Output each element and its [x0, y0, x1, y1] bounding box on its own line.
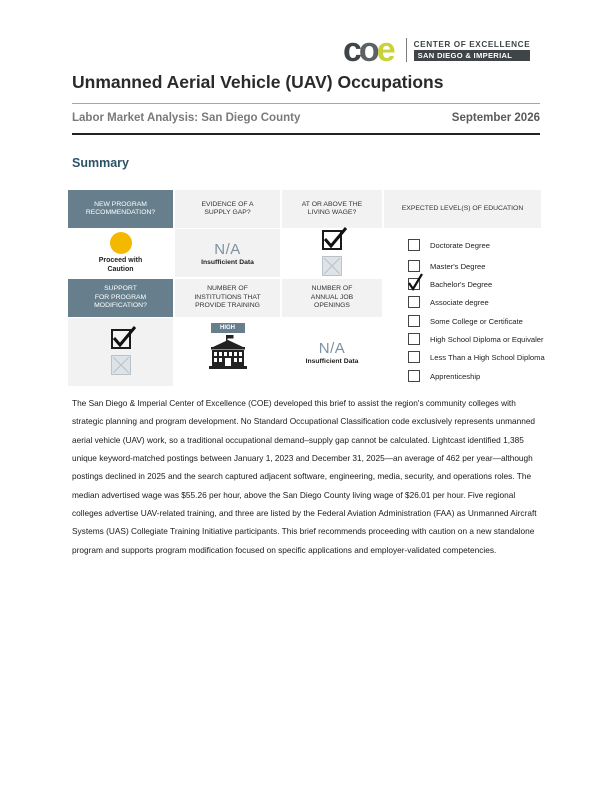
- header-rule-bottom: [72, 133, 540, 135]
- education-label: Associate degree: [430, 297, 489, 307]
- annual-openings-value: [282, 318, 382, 386]
- program-modification-value: [68, 318, 173, 386]
- checkmark-icon: [407, 273, 423, 291]
- logo-letter-c: c: [343, 31, 359, 69]
- supply-gap-header-line1: EVIDENCE OF A: [201, 200, 254, 208]
- modification-yes-checkbox: [111, 329, 131, 349]
- annual-openings-na: N/A: [318, 339, 346, 357]
- new-program-value: [68, 229, 173, 277]
- summary-paragraph: The San Diego & Imperial Center of Excellence (COE) developed this brief to assist the region's community colleges with strategic planning and program development. No Standard Occupational Classification code exclusively represents unmanned aerial vehicle (UAV) work, so a traditional occupational demand–supply gap cannot be calculated. Lightcast identified 1,385 unique keyword-matched postings between January 1, 2023 and December 31, 2025—an average of 462 per year—although postings declined in 2025 and the search captured adjacent software, engineering, media, security, and operations roles. The median advertised wage was $55.26 per hour, above the San Diego County living wage of $26.01 per hour. Five regional colleges advertise UAV-related training, and three are listed by the Federal Aviation Administration (FAA) as Unmanned Aircraft Systems (UAS) Collegiate Training Initiative participants. This brief recommends proceeding with caution on a new standalone program and supports program modification focused on specific applications and employer-validated competencies.: [72, 398, 537, 555]
- institutions-level-badge: HIGH: [211, 323, 245, 333]
- logo-line-1: CENTER OF EXCELLENCE: [413, 40, 531, 49]
- program-modification-header: [68, 279, 173, 317]
- new-program-header-line1: NEW PROGRAM: [94, 200, 147, 208]
- education-checkbox-checked: [408, 278, 420, 290]
- education-item-less-than-high-school: [408, 350, 545, 364]
- logo-text: [414, 39, 531, 61]
- education-header-text: EXPECTED LEVEL(S) OF EDUCATION: [401, 204, 524, 212]
- logo-line-2: SAN DIEGO & IMPERIAL: [414, 50, 531, 61]
- institutions-header-line3: PROVIDE TRAINING: [195, 302, 260, 310]
- logo-divider: [406, 38, 407, 62]
- education-label: Some College or Certificate: [430, 316, 523, 326]
- education-label: Apprenticeship: [430, 371, 481, 381]
- institutions-header-line2: INSTITUTIONS THAT: [194, 293, 261, 301]
- supply-gap-value: [175, 229, 280, 277]
- living-wage-yes-checkbox: [322, 230, 342, 250]
- program-modification-header-line1: SUPPORT: [104, 285, 137, 293]
- supply-gap-header: [175, 190, 280, 228]
- checkmark-icon: [322, 226, 348, 250]
- education-item-masters: [408, 259, 485, 273]
- education-label: Bachelor's Degree: [430, 279, 493, 289]
- logo-letter-o: o: [358, 31, 377, 69]
- education-checkbox: [408, 239, 420, 251]
- education-label: Less Than a High School Diploma: [430, 352, 545, 362]
- institutions-value: [175, 318, 280, 386]
- education-checkbox: [408, 370, 420, 382]
- checkmark-icon: [111, 325, 137, 349]
- education-label: High School Diploma or Equivaler: [430, 334, 544, 344]
- education-checkbox: [408, 333, 420, 345]
- education-item-associate: [408, 295, 489, 309]
- page-title: Unmanned Aerial Vehicle (UAV) Occupations: [72, 72, 444, 92]
- supply-gap-header-line2: SUPPLY GAP?: [204, 209, 251, 216]
- report-date: September 2026: [451, 112, 540, 124]
- education-checkbox: [408, 260, 420, 272]
- building-icon: [207, 335, 249, 369]
- education-item-apprenticeship: [408, 369, 480, 383]
- logo-letter-e: e: [376, 31, 396, 69]
- caution-dot-icon: [110, 232, 132, 254]
- program-modification-header-line3: MODIFICATION?: [94, 302, 147, 310]
- new-program-header: [68, 190, 173, 228]
- education-checkbox: [408, 351, 420, 363]
- education-checkbox: [408, 315, 420, 327]
- coe-logo: [343, 31, 531, 69]
- education-item-high-school: [408, 332, 544, 346]
- living-wage-header-line1: AT OR ABOVE THE: [301, 200, 363, 208]
- education-label: Doctorate Degree: [430, 240, 490, 250]
- report-subtitle: Labor Market Analysis: San Diego County: [72, 112, 301, 124]
- annual-openings-header-line2: ANNUAL JOB: [310, 293, 354, 301]
- education-label: Master's Degree: [430, 261, 486, 271]
- living-wage-header: [282, 190, 382, 228]
- education-item-some-college: [408, 314, 523, 328]
- living-wage-header-line2: LIVING WAGE?: [307, 209, 357, 216]
- header-rule-top: [72, 103, 540, 104]
- annual-openings-header: [282, 279, 382, 317]
- supply-gap-na: N/A: [214, 240, 241, 258]
- recommendation-line1: Proceed with: [98, 257, 143, 264]
- program-modification-header-line2: FOR PROGRAM: [94, 293, 147, 301]
- modification-no-checkbox: [111, 355, 131, 375]
- annual-openings-header-line1: NUMBER OF: [311, 285, 353, 293]
- education-item-doctorate: [408, 238, 490, 252]
- institutions-header: [175, 279, 280, 317]
- living-wage-no-checkbox: [322, 256, 342, 276]
- coe-logo-mark: [343, 31, 396, 69]
- supply-gap-note: Insufficient Data: [201, 258, 254, 266]
- annual-openings-header-line3: OPENINGS: [314, 302, 350, 310]
- new-program-header-line2: RECOMMENDATION?: [85, 209, 156, 216]
- summary-heading: Summary: [72, 156, 129, 170]
- new-program-recommendation: [99, 257, 143, 274]
- education-checkbox: [408, 296, 420, 308]
- institutions-header-line1: NUMBER OF: [207, 285, 248, 293]
- living-wage-value: [282, 229, 382, 277]
- recommendation-line2: Caution: [107, 265, 134, 273]
- education-item-bachelors: [408, 277, 492, 291]
- annual-openings-note: Insufficient Data: [305, 357, 359, 365]
- education-header: [384, 190, 541, 228]
